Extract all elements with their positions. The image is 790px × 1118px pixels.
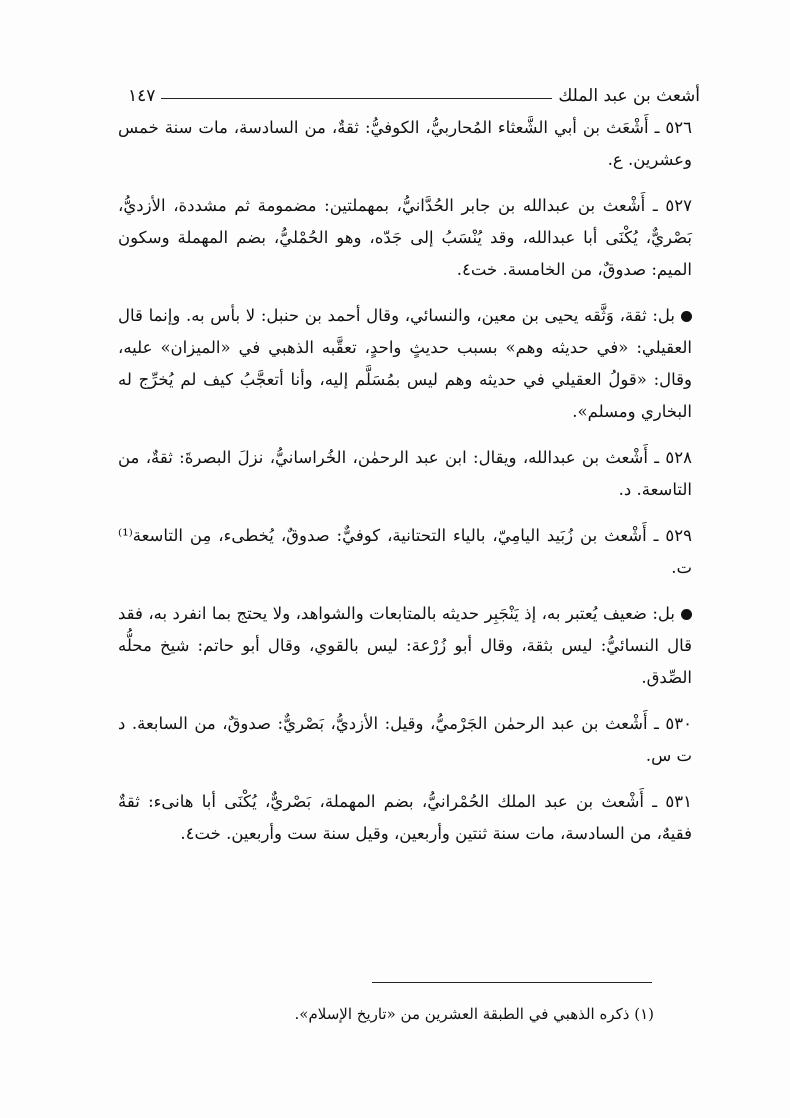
page-number: ١٤٧ [128,86,156,106]
entry-530-text: ٥٣٠ ـ أَشْعث بن عبد الرحمٰن الجَرْميُّ، وقيل: الأزديُّ، بَصْريٌّ: صدوقٌ، من السابعة. د ت س. [118,714,692,765]
entry-531-text: ٥٣١ ـ أَشْعث بن عبد الملك الحُمْرانيُّ، بضم المهملة، بَصْريٌّ، يُكْنَى أبا هانىء: ثقةٌ فقيهٌ، من السادسة، مات سنة ثنتين وأربعين، وقيل سنة ست وأربعين. خت٤. [118,792,692,843]
entry-529-text: ٥٢٩ ـ أَشْعث بن زُبَيد اليامِيّ، بالياء التحتانية، كوفيٌّ: صدوقٌ، يُخطىء، مِن التاسعة⁽¹⁾ ت. [118,526,692,577]
entry-527 [118,190,692,286]
editor-note-529 [118,598,692,694]
bullet-dot-icon [681,311,692,322]
editor-note-527 [118,300,692,428]
bullet-dot-icon [681,609,692,620]
entry-526 [118,112,692,176]
header-rule [161,98,552,99]
entry-527-text: ٥٢٧ ـ أَشْعث بن عبدالله بن جابر الحُدَّانيُّ، بمهملتين: مضمومة ثم مشددة، الأزديُّ، بَصْريٌّ، يُكْنَى أبا عبدالله، وقد يُنْسَبُ إلى جَدّه، وهو الحُمْليُّ، بضم المهملة وسكون الميم: صدوقٌ، من الخامسة. خت٤. [118,196,692,279]
entry-531 [118,786,692,850]
entry-529 [118,520,692,584]
running-header [128,72,700,106]
entry-530 [118,708,692,772]
entry-528-text: ٥٢٨ ـ أَشْعث بن عبدالله، ويقال: ابن عبد الرحمٰن، الخُراسانيُّ، نزلَ البصرةَ: ثقةٌ، من التاسعة. د. [118,448,692,499]
editor-note-527-text: بل: ثقة، وَثَّقه يحيى بن معين، والنسائي، وقال أحمد بن حنبل: لا بأس به. وإنما قال العقيلي: «في حديثه وهم» بسبب حديثٍ واحدٍ، تعقَّبه الذهبي في «الميزان» عليه، وقال: «قولُ العقيلي في حديثه وهم ليس بمُسَلَّم إليه، وأنا أتعجَّبُ كيف لم يُخرِّج له البخاري ومسلم». [118,306,692,421]
editor-note-529-text: بل: ضعيف يُعتبر به، إذ يَنْجَبِر حديثه بالمتابعات والشواهد، ولا يحتج بما انفرد به، فقد قال النسائيُّ: ليس بثقة، وقال أبو زُرْعة: ليس بالقوي، وقال أبو حاتم: شيخ محلُّه الصِّدق. [118,604,692,687]
footnote: (١) ذكره الذهبي في الطبقة العشرين من «تاريخ الإسلام». [294,1005,654,1023]
footnote-separator [372,982,652,983]
header-title: أشعث بن عبد الملك [558,86,700,106]
entry-526-text: ٥٢٦ ـ أَشْعَث بن أبي الشَّعثاء المُحاربيُّ، الكوفيُّ: ثقةٌ، من السادسة، مات سنة خمس وعشرين. ع. [118,118,692,169]
entry-528 [118,442,692,506]
page-body [118,112,692,864]
